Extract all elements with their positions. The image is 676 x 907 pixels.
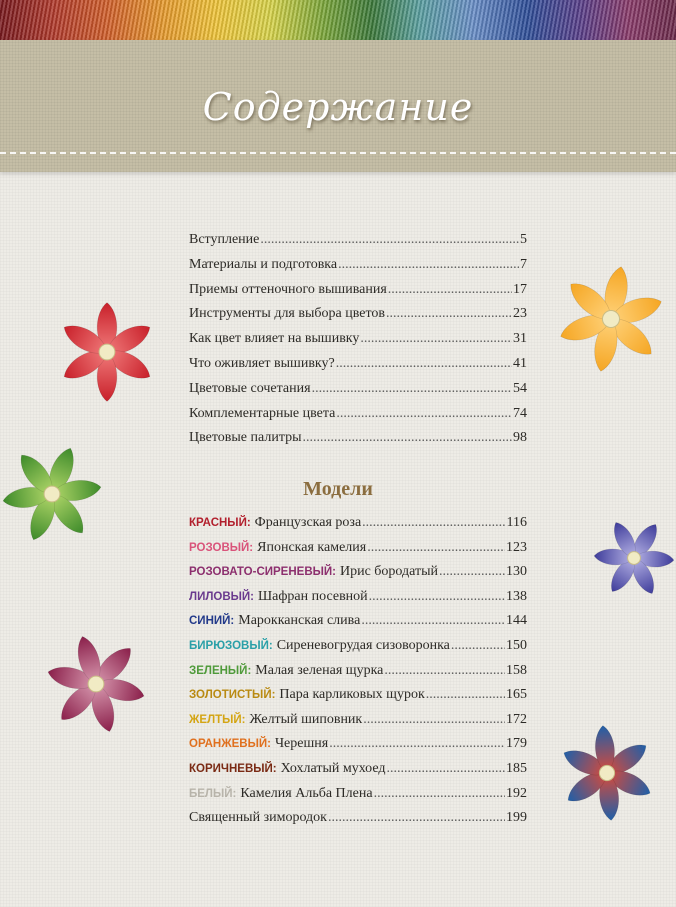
model-page-number: 130 xyxy=(506,564,527,580)
leader-dots xyxy=(367,540,505,556)
toc-page-number: 7 xyxy=(520,256,527,272)
leader-dots xyxy=(426,687,505,703)
toc-title: Комплементарные цвета xyxy=(189,405,336,421)
model-row xyxy=(189,687,527,712)
toc-title: Цветовые палитры xyxy=(189,430,302,446)
leader-dots xyxy=(328,810,505,826)
model-color-category: КРАСНЫЙ: xyxy=(189,517,251,529)
toc-page-number: 31 xyxy=(513,331,527,347)
model-title: Шафран посевной xyxy=(258,588,368,604)
leader-dots xyxy=(329,736,505,752)
leader-dots xyxy=(360,331,512,347)
toc-row xyxy=(189,430,527,455)
model-page-number: 185 xyxy=(506,760,527,776)
toc-title: Цветовые сочетания xyxy=(189,380,311,396)
toc-page-number: 41 xyxy=(513,355,527,371)
model-color-category: ЖЕЛТЫЙ: xyxy=(189,713,246,726)
leader-dots xyxy=(374,786,505,802)
toc-row xyxy=(189,257,527,282)
model-row xyxy=(189,736,527,761)
leader-dots xyxy=(338,257,519,273)
model-color-category: РОЗОВАТО-СИРЕНЕВЫЙ: xyxy=(189,566,336,579)
model-title: Французская роза xyxy=(254,515,362,530)
toc-row xyxy=(189,282,527,307)
model-page-number: 199 xyxy=(506,810,527,826)
leader-dots xyxy=(363,712,505,728)
toc-title: Инструменты для выбора цветов xyxy=(189,306,386,322)
toc-title: Материалы и подготовка xyxy=(189,256,338,272)
flower-center xyxy=(599,765,614,780)
toc-page-number: 23 xyxy=(513,306,527,322)
flower-center xyxy=(603,311,620,328)
model-title: Священный зимородок xyxy=(189,810,327,826)
model-title: Камелия Альба Плена xyxy=(240,785,373,801)
model-page-number: 172 xyxy=(506,711,527,727)
model-title: Ирис бородатый xyxy=(339,564,439,580)
leader-dots xyxy=(384,663,505,679)
title-banner xyxy=(0,40,676,172)
model-title: Желтый шиповник xyxy=(249,711,363,727)
toc-page-number: 98 xyxy=(513,430,527,446)
flower-center xyxy=(88,676,104,692)
model-row xyxy=(189,540,527,565)
model-row xyxy=(189,712,527,737)
toc-row xyxy=(189,232,527,257)
thread-strip-decoration xyxy=(0,0,676,40)
model-page-number: 158 xyxy=(506,662,527,678)
leader-dots xyxy=(361,613,505,629)
leader-dots xyxy=(312,381,512,397)
model-page-number: 192 xyxy=(506,785,527,801)
model-row xyxy=(189,564,527,589)
leader-dots xyxy=(336,406,512,422)
model-page-number: 144 xyxy=(506,613,527,629)
plum-flower-icon xyxy=(44,628,148,740)
toc-row xyxy=(189,331,527,356)
leader-dots xyxy=(387,761,505,777)
model-row xyxy=(189,761,527,786)
model-title: Пара карликовых щурок xyxy=(279,687,425,703)
flower-center xyxy=(99,344,115,360)
model-color-category: БЕЛЫЙ: xyxy=(189,787,237,800)
model-page-number: 150 xyxy=(506,637,527,653)
page-title: Содержание xyxy=(202,85,474,129)
green-flower-icon xyxy=(0,438,104,550)
model-title: Сиреневогрудая сизоворонка xyxy=(276,637,450,653)
toc-page-number: 17 xyxy=(513,281,527,297)
toc-title: Как цвет влияет на вышивку xyxy=(189,331,360,347)
flower-center xyxy=(628,552,641,565)
model-row xyxy=(189,663,527,688)
toc-title: Что оживляет вышивку? xyxy=(189,355,335,371)
model-color-category: ЛИЛОВЫЙ: xyxy=(189,590,255,603)
purple-flower-icon xyxy=(592,502,676,614)
toc-row xyxy=(189,356,527,381)
model-title: Малая зеленая щурка xyxy=(255,662,384,678)
model-title: Хохлатый мухоед xyxy=(280,760,386,776)
model-color-category: СИНИЙ: xyxy=(189,615,235,628)
toc-row xyxy=(189,306,527,331)
leader-dots xyxy=(439,564,505,580)
model-title: Японская камелия xyxy=(257,539,367,555)
toc-title: Приемы оттеночного вышивания xyxy=(189,281,387,297)
model-page-number: 165 xyxy=(506,687,527,703)
toc-row xyxy=(189,406,527,431)
model-color-category: ЗОЛОТИСТЫЙ: xyxy=(189,689,276,702)
leader-dots xyxy=(336,356,512,372)
model-color-category: ЗЕЛЕНЫЙ: xyxy=(189,664,252,677)
model-color-category: БИРЮЗОВЫЙ: xyxy=(189,639,273,652)
stitch-divider xyxy=(0,152,676,154)
model-page-number: 138 xyxy=(506,588,527,604)
toc-page-number: 54 xyxy=(513,380,527,396)
model-page-number: 123 xyxy=(506,539,527,555)
orange-flower-icon xyxy=(555,258,667,380)
flower-center xyxy=(44,486,60,502)
model-row xyxy=(189,589,527,614)
model-row xyxy=(189,613,527,638)
model-color-category: РОЗОВЫЙ: xyxy=(189,541,254,554)
model-page-number: 179 xyxy=(506,736,527,752)
model-row xyxy=(189,515,527,540)
multicolor-flower-icon xyxy=(557,718,657,828)
model-page-number: 116 xyxy=(506,515,527,530)
model-color-category: КОРИЧНЕВЫЙ: xyxy=(189,762,277,775)
toc-page-number: 74 xyxy=(513,405,527,421)
models-list xyxy=(189,515,527,835)
model-row xyxy=(189,638,527,663)
model-color-category: ОРАНЖЕВЫЙ: xyxy=(189,738,271,751)
table-of-contents xyxy=(189,232,527,455)
leader-dots xyxy=(386,306,512,322)
leader-dots xyxy=(451,638,505,654)
model-title: Марокканская слива xyxy=(238,613,361,629)
model-row xyxy=(189,786,527,811)
leader-dots xyxy=(388,282,512,298)
models-heading: Модели xyxy=(303,478,373,500)
model-row xyxy=(189,810,527,835)
toc-title: Вступление xyxy=(189,232,260,247)
leader-dots xyxy=(303,430,512,446)
model-title: Черешня xyxy=(274,736,329,752)
red-flower-icon xyxy=(55,296,159,408)
leader-dots xyxy=(362,515,505,531)
toc-row xyxy=(189,381,527,406)
leader-dots xyxy=(260,232,519,248)
leader-dots xyxy=(369,589,505,605)
toc-page-number: 5 xyxy=(520,232,527,247)
